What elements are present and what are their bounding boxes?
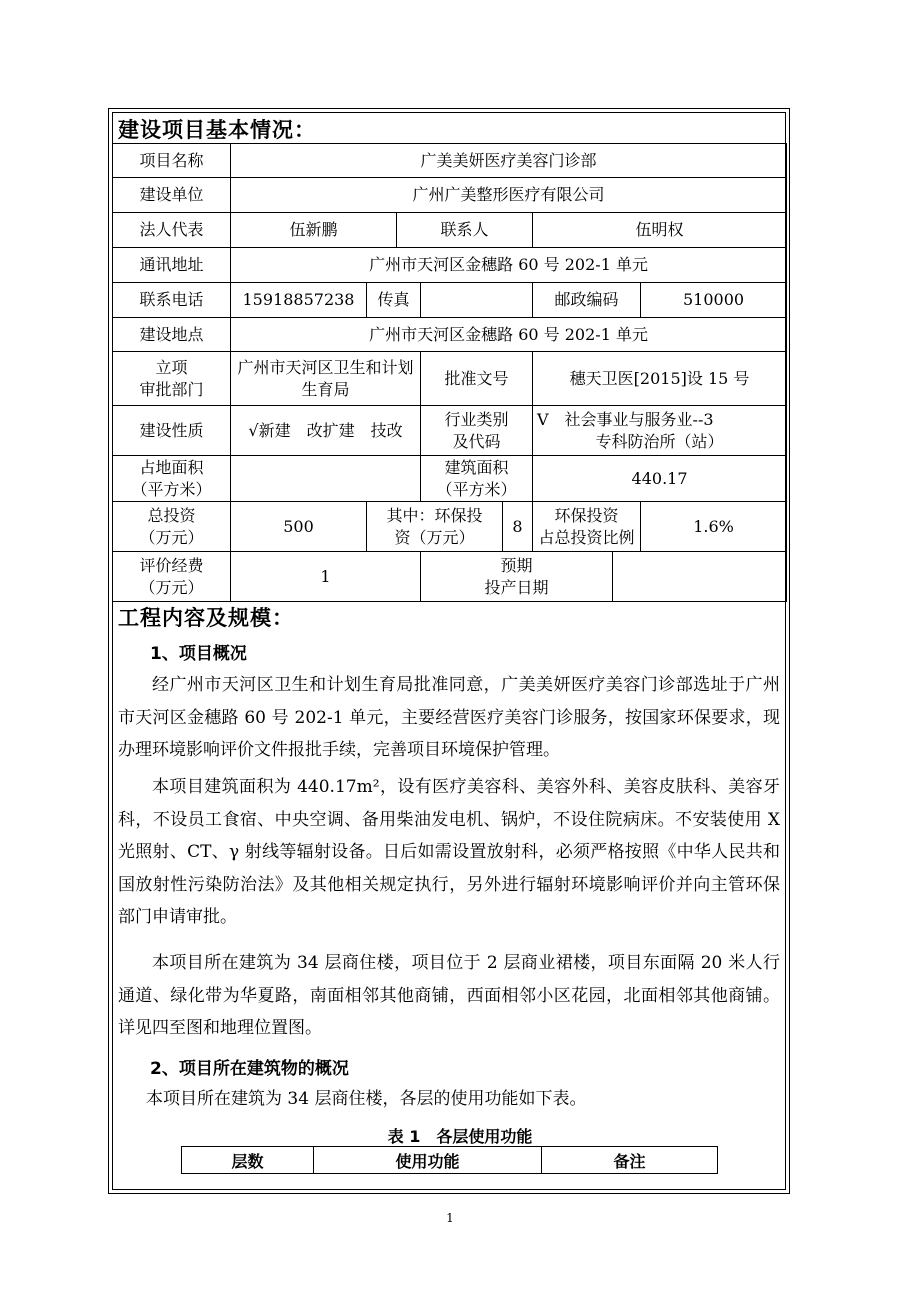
value-env-ratio: 1.6% [641,502,787,552]
label-address: 通讯地址 [113,248,231,283]
row-area [113,456,787,502]
value-approval-dept-line2: 生育局 [301,379,350,399]
label-approval-doc: 批准文号 [421,352,533,406]
paragraph-overview: 经广州市天河区卫生和计划生育局批准同意，广美美妍医疗美容门诊部选址于广州市天河区金穗路 60 号 202-1 单元，主要经营医疗美容门诊服务，按国家环保要求，现办理环境影响评价文件报批手续，完善项目环境保护管理。 [118,675,780,760]
value-builder: 广州广美整形医疗有限公司 [231,178,787,213]
row-project-name [113,144,787,178]
label-industry-line1: 行业类别 [444,409,509,429]
value-address: 广州市天河区金穗路 60 号 202-1 单元 [231,248,787,283]
label-env-investment [367,502,503,552]
row-legal-rep [113,213,787,248]
basic-info-table [112,143,787,602]
subheading-overview: 1、项目概况 [150,644,247,664]
label-approval-dept-line2: 审批部门 [139,379,204,399]
value-nature: √新建 改扩建 技改 [231,406,421,456]
label-env-ratio-line2: 占总投资比例 [538,527,635,547]
value-legal-rep: 伍新鹏 [231,213,397,248]
label-land-area-line2: （平方米） [131,479,212,499]
label-production-date-line1: 预期 [500,555,533,575]
label-eval-fee-line1: 评价经费 [139,555,204,575]
value-contact: 伍明权 [533,213,787,248]
label-approval-dept [113,352,231,406]
value-approval-dept-line1: 广州市天河区卫生和计划 [237,357,414,377]
value-site: 广州市天河区金穗路 60 号 202-1 单元 [231,318,787,352]
paragraph-location: 本项目所在建筑为 34 层商住楼，项目位于 2 层商业裙楼，项目东面隔 20 米人行通道、绿化带为华夏路，南面相邻其他商铺，西面相邻小区花园，北面相邻其他商铺。详见四至图和地理位置图。 [118,953,780,1038]
value-phone: 15918857238 [231,283,367,318]
label-eval-fee-line2: （万元） [139,577,204,597]
label-legal-rep: 法人代表 [113,213,231,248]
value-build-area: 440.17 [533,456,787,502]
value-postal-code: 510000 [641,283,787,318]
row-eval-fee [113,552,787,602]
page-number: 1 [446,1211,454,1225]
value-industry-line2: 专科防治所（站） [595,431,724,451]
value-land-area [231,456,421,502]
label-project-name: 项目名称 [113,144,231,178]
row-site [113,318,787,352]
label-production-date [421,552,613,602]
label-investment-line1: 总投资 [147,505,196,525]
label-approval-dept-line1: 立项 [155,357,188,377]
row-builder [113,178,787,213]
value-investment: 500 [231,502,367,552]
value-eval-fee: 1 [231,552,421,602]
row-investment [113,502,787,552]
table-caption: 表 1 各层使用功能 [387,1127,533,1146]
header-remark: 备注 [542,1147,718,1174]
subheading-building: 2、项目所在建筑物的概况 [150,1059,349,1079]
value-fax [421,283,533,318]
label-env-ratio [533,502,641,552]
label-site: 建设地点 [113,318,231,352]
label-investment-line2: （万元） [139,527,204,547]
header-function: 使用功能 [314,1147,542,1174]
label-investment [113,502,231,552]
value-project-name: 广美美妍医疗美容门诊部 [231,144,787,178]
label-industry-line2: 及代码 [452,431,501,451]
value-approval-doc: 穗天卫医[2015]设 15 号 [533,352,787,406]
header-floor: 层数 [182,1147,314,1174]
paragraph-building: 本项目所在建筑为 34 层商住楼，各层的使用功能如下表。 [146,1089,587,1109]
label-fax: 传真 [367,283,421,318]
row-phone [113,283,787,318]
floor-usage-table [181,1146,718,1174]
label-production-date-line2: 投产日期 [484,577,549,597]
value-approval-dept [231,352,421,406]
row-approval [113,352,787,406]
label-land-area [113,456,231,502]
paragraph-building-area: 本项目建筑面积为 440.17m²，设有医疗美容科、美容外科、美容皮肤科、美容牙科，不设员工食宿、中央空调、备用柴油发电机、锅炉，不设住院病床。不安装使用 X 光照射、CT、γ 射线等辐射设备。日后如需设置放射科，必须严格按照《中华人民共和国放射性污染防治法》及其他相关规定执行，另外进行辐射环境影响评价并向主管环保部门申请审批。 [118,777,780,927]
label-build-area [421,456,533,502]
row-address [113,248,787,283]
floor-table-header [182,1147,718,1174]
label-nature: 建设性质 [113,406,231,456]
row-nature [113,406,787,456]
value-industry [533,406,787,456]
label-phone: 联系电话 [113,283,231,318]
section-title-basic-info: 建设项目基本情况： [118,118,316,142]
label-land-area-line1: 占地面积 [139,457,204,477]
label-build-area-line2: （平方米） [436,479,517,499]
value-industry-line1: V 社会事业与服务业--3 [537,409,714,429]
label-build-area-line1: 建筑面积 [444,457,509,477]
label-builder: 建设单位 [113,178,231,213]
value-env-investment: 8 [503,502,533,552]
label-industry [421,406,533,456]
label-postal-code: 邮政编码 [533,283,641,318]
section-title-scope: 工程内容及规模： [118,606,294,630]
label-contact: 联系人 [397,213,533,248]
value-production-date [613,552,787,602]
label-eval-fee [113,552,231,602]
label-env-investment-line1: 其中：环保投 [386,505,483,525]
label-env-investment-line2: 资（万元） [394,527,475,547]
label-env-ratio-line1: 环保投资 [554,505,619,525]
